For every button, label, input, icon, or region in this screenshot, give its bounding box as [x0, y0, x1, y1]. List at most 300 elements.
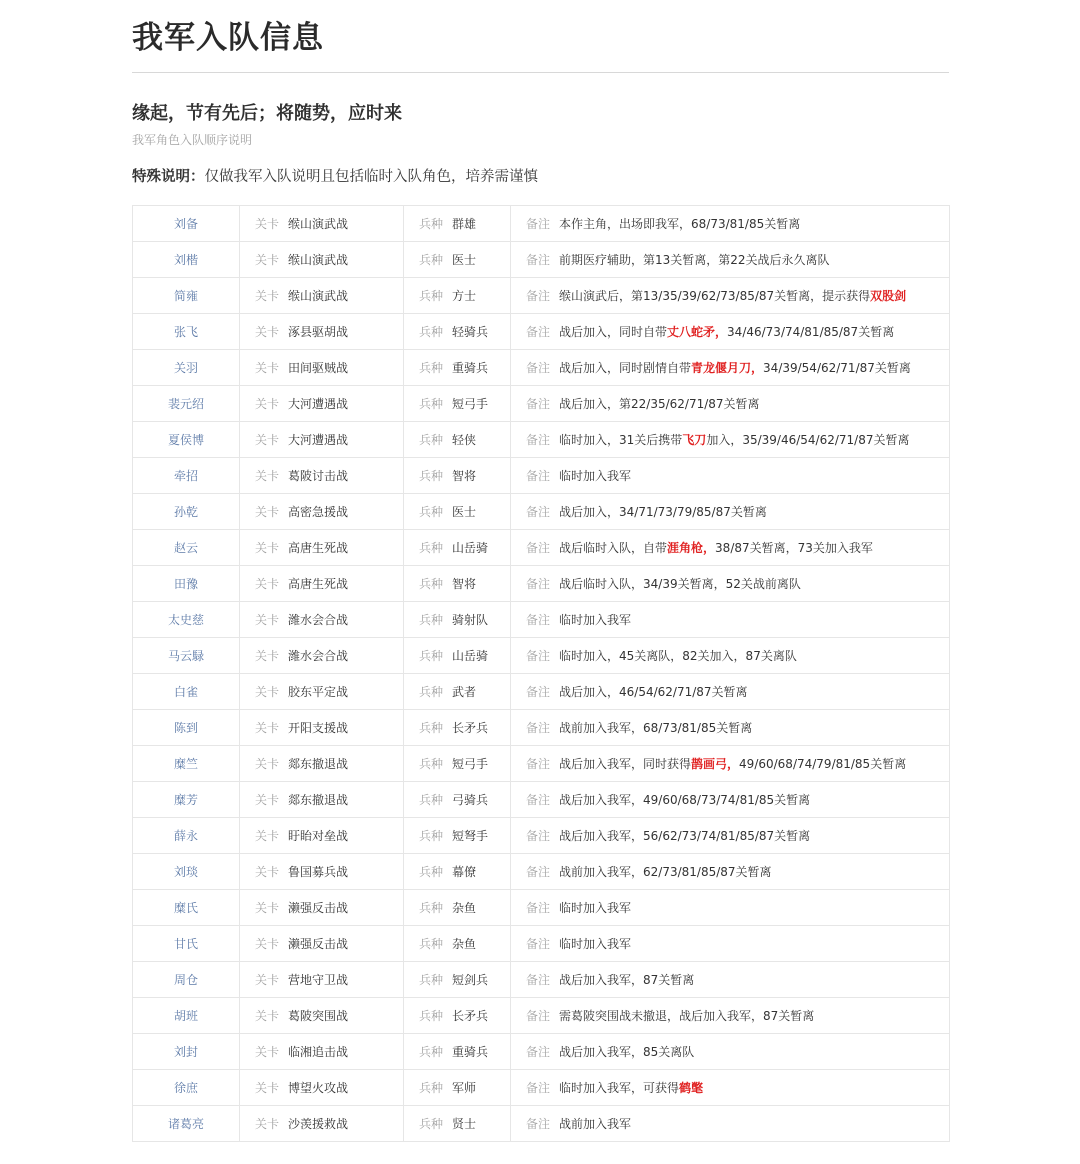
troop-cell	[404, 710, 511, 746]
troop-value: 武者	[452, 684, 477, 699]
stage-label: 关卡	[255, 936, 280, 951]
note-label: 备注	[526, 252, 551, 267]
note-label: 备注	[526, 468, 551, 483]
note-cell	[511, 782, 950, 818]
note-cell	[511, 926, 950, 962]
note-value	[559, 361, 911, 375]
stage-value: 高唐生死战	[288, 576, 349, 591]
roster-table-body	[133, 206, 950, 1142]
stage-value: 葛陂讨击战	[288, 468, 349, 483]
stage-cell	[240, 206, 404, 242]
note-label: 备注	[526, 1044, 551, 1059]
character-name: 诸葛亮	[133, 1106, 240, 1142]
troop-value: 骑射队	[452, 612, 489, 627]
stage-value: 濑强反击战	[288, 936, 349, 951]
troop-label: 兵种	[419, 792, 444, 807]
table-row	[133, 278, 950, 314]
note-cell	[511, 350, 950, 386]
stage-cell	[240, 998, 404, 1034]
note-value	[559, 577, 801, 591]
stage-label: 关卡	[255, 972, 280, 987]
troop-cell	[404, 1070, 511, 1106]
table-row	[133, 1034, 950, 1070]
note-cell	[511, 962, 950, 998]
stage-value: 开阳支援战	[288, 720, 349, 735]
note-text: 战后加入我军，同时获得	[559, 756, 692, 771]
character-name: 夏侯博	[133, 422, 240, 458]
note-label: 备注	[526, 1116, 551, 1131]
note-label: 备注	[526, 360, 551, 375]
stage-label: 关卡	[255, 324, 280, 339]
troop-value: 方士	[452, 288, 477, 303]
character-name: 薛永	[133, 818, 240, 854]
note-cell	[511, 674, 950, 710]
troop-cell	[404, 386, 511, 422]
stage-value: 胶东平定战	[288, 684, 349, 699]
stage-cell	[240, 1106, 404, 1142]
note-cell	[511, 386, 950, 422]
note-value	[559, 325, 894, 339]
troop-cell	[404, 998, 511, 1034]
troop-cell	[404, 458, 511, 494]
troop-value: 长矛兵	[452, 720, 489, 735]
table-row	[133, 566, 950, 602]
note-cell	[511, 854, 950, 890]
stage-label: 关卡	[255, 720, 280, 735]
note-label: 备注	[526, 828, 551, 843]
note-text: 缑山演武后，第13/35/39/62/73/85/87关暂离，提示获得	[559, 288, 871, 303]
troop-value: 幕僚	[452, 864, 477, 879]
stage-value: 涿县驱胡战	[288, 324, 349, 339]
note-cell	[511, 1070, 950, 1106]
stage-cell	[240, 890, 404, 926]
note-label: 备注	[526, 432, 551, 447]
note-cell	[511, 458, 950, 494]
stage-cell	[240, 386, 404, 422]
note-highlight: 鹊画弓，	[691, 756, 740, 771]
note-value	[559, 217, 800, 231]
note-text: 战前加入我军，62/73/81/85/87关暂离	[559, 864, 772, 879]
note-value	[559, 397, 760, 411]
note-text: 战前加入我军	[559, 1116, 632, 1131]
table-row	[133, 602, 950, 638]
troop-label: 兵种	[419, 864, 444, 879]
stage-value: 葛陂突围战	[288, 1008, 349, 1023]
note-label: 备注	[526, 936, 551, 951]
note-highlight: 鹤氅	[679, 1080, 704, 1095]
note-label: 备注	[526, 864, 551, 879]
stage-value: 缑山演武战	[288, 216, 349, 231]
stage-cell	[240, 854, 404, 890]
troop-cell	[404, 638, 511, 674]
troop-cell	[404, 566, 511, 602]
troop-value: 军师	[452, 1080, 477, 1095]
note-text: 战后加入，同时自带	[559, 324, 668, 339]
character-name: 糜氏	[133, 890, 240, 926]
note-text: 临时加入我军，可获得	[559, 1080, 680, 1095]
troop-value: 轻骑兵	[452, 324, 489, 339]
note-label: 备注	[526, 900, 551, 915]
stage-value: 缑山演武战	[288, 252, 349, 267]
stage-label: 关卡	[255, 1008, 280, 1023]
note-text: 前期医疗辅助，第13关暂离，第22关战后永久离队	[559, 252, 830, 267]
note-value	[559, 433, 909, 447]
troop-label: 兵种	[419, 684, 444, 699]
troop-value: 短剑兵	[452, 972, 489, 987]
character-name: 张飞	[133, 314, 240, 350]
note-text: 战后加入我军，87关暂离	[559, 972, 695, 987]
note-text: 战后加入我军，85关离队	[559, 1044, 695, 1059]
note-label: 备注	[526, 576, 551, 591]
note-value	[559, 685, 748, 699]
troop-value: 医士	[452, 504, 477, 519]
table-row	[133, 1070, 950, 1106]
troop-cell	[404, 854, 511, 890]
troop-cell	[404, 1106, 511, 1142]
character-name: 胡班	[133, 998, 240, 1034]
stage-cell	[240, 674, 404, 710]
stage-cell	[240, 278, 404, 314]
character-name: 牵招	[133, 458, 240, 494]
note-cell	[511, 494, 950, 530]
note-label: 备注	[526, 612, 551, 627]
troop-label: 兵种	[419, 540, 444, 555]
note-text: 临时加入我军	[559, 936, 632, 951]
note-cell	[511, 710, 950, 746]
troop-cell	[404, 890, 511, 926]
troop-label: 兵种	[419, 1044, 444, 1059]
note-text: 临时加入我军	[559, 468, 632, 483]
stage-value: 营地守卫战	[288, 972, 349, 987]
troop-label: 兵种	[419, 324, 444, 339]
table-row	[133, 998, 950, 1034]
troop-label: 兵种	[419, 1080, 444, 1095]
note-label: 备注	[526, 972, 551, 987]
page-title: 我军入队信息	[132, 20, 324, 56]
note-label: 备注	[526, 288, 551, 303]
table-row	[133, 854, 950, 890]
stage-cell	[240, 782, 404, 818]
note-cell	[511, 314, 950, 350]
stage-cell	[240, 422, 404, 458]
stage-label: 关卡	[255, 864, 280, 879]
stage-label: 关卡	[255, 216, 280, 231]
stage-label: 关卡	[255, 288, 280, 303]
note-label: 备注	[526, 540, 551, 555]
note-label: 备注	[526, 792, 551, 807]
note-label: 备注	[526, 324, 551, 339]
stage-value: 缑山演武战	[288, 288, 349, 303]
stage-cell	[240, 242, 404, 278]
roster-table	[132, 205, 950, 1142]
stage-cell	[240, 962, 404, 998]
table-row	[133, 1106, 950, 1142]
note-value	[559, 289, 906, 303]
table-row	[133, 350, 950, 386]
troop-cell	[404, 818, 511, 854]
character-name: 刘封	[133, 1034, 240, 1070]
character-name: 简雍	[133, 278, 240, 314]
troop-value: 弓骑兵	[452, 792, 489, 807]
note-label: 备注	[526, 216, 551, 231]
table-row	[133, 710, 950, 746]
note-value	[559, 901, 631, 915]
stage-value: 潍水会合战	[288, 648, 349, 663]
troop-label: 兵种	[419, 432, 444, 447]
troop-cell	[404, 422, 511, 458]
stage-value: 高密急援战	[288, 504, 349, 519]
stage-cell	[240, 566, 404, 602]
character-name: 孙乾	[133, 494, 240, 530]
note-text: 38/87关暂离，73关加入我军	[715, 540, 873, 555]
note-cell	[511, 818, 950, 854]
note-text: 战后加入，46/54/62/71/87关暂离	[559, 684, 748, 699]
stage-value: 郯东撤退战	[288, 756, 349, 771]
note-highlight: 涯角枪，	[667, 540, 716, 555]
note-value	[559, 1045, 694, 1059]
stage-label: 关卡	[255, 360, 280, 375]
troop-cell	[404, 494, 511, 530]
stage-cell	[240, 314, 404, 350]
special-note-label: 特殊说明：	[132, 169, 205, 185]
stage-cell	[240, 746, 404, 782]
note-label: 备注	[526, 756, 551, 771]
note-text: 临时加入我军	[559, 612, 632, 627]
table-row	[133, 638, 950, 674]
note-cell	[511, 746, 950, 782]
troop-cell	[404, 602, 511, 638]
character-name: 白雀	[133, 674, 240, 710]
troop-cell	[404, 242, 511, 278]
stage-cell	[240, 530, 404, 566]
note-text: 34/39/54/62/71/87关暂离	[763, 360, 911, 375]
troop-label: 兵种	[419, 252, 444, 267]
note-value	[559, 649, 797, 663]
note-highlight: 双股剑	[870, 288, 907, 303]
table-row	[133, 422, 950, 458]
note-label: 备注	[526, 1080, 551, 1095]
stage-value: 鲁国募兵战	[288, 864, 349, 879]
note-highlight: 飞刀	[682, 432, 707, 447]
stage-label: 关卡	[255, 576, 280, 591]
special-note-text: 仅做我军入队说明且包括临时入队角色，培养需谨慎	[204, 169, 538, 185]
note-cell	[511, 530, 950, 566]
note-label: 备注	[526, 684, 551, 699]
note-text: 战后加入我军，56/62/73/74/81/85/87关暂离	[559, 828, 811, 843]
character-name: 糜竺	[133, 746, 240, 782]
troop-label: 兵种	[419, 612, 444, 627]
troop-value: 山岳骑	[452, 540, 489, 555]
table-row	[133, 206, 950, 242]
troop-value: 杂鱼	[452, 900, 477, 915]
character-name: 陈到	[133, 710, 240, 746]
special-note	[132, 167, 538, 187]
character-name: 太史慈	[133, 602, 240, 638]
stage-label: 关卡	[255, 540, 280, 555]
note-cell	[511, 206, 950, 242]
stage-label: 关卡	[255, 432, 280, 447]
note-value	[559, 757, 906, 771]
troop-cell	[404, 782, 511, 818]
stage-cell	[240, 710, 404, 746]
note-value	[559, 829, 810, 843]
character-name: 糜芳	[133, 782, 240, 818]
table-row	[133, 494, 950, 530]
note-label: 备注	[526, 396, 551, 411]
troop-cell	[404, 1034, 511, 1070]
troop-cell	[404, 350, 511, 386]
troop-cell	[404, 206, 511, 242]
note-text: 临时加入，31关后携带	[559, 432, 683, 447]
character-name: 刘楷	[133, 242, 240, 278]
troop-label: 兵种	[419, 504, 444, 519]
note-value	[559, 1117, 631, 1131]
note-cell	[511, 1106, 950, 1142]
note-text: 临时加入，45关离队，82关加入，87关离队	[559, 648, 797, 663]
stage-cell	[240, 350, 404, 386]
note-text: 49/60/68/74/79/81/85关暂离	[739, 756, 907, 771]
table-row	[133, 926, 950, 962]
character-name: 刘琰	[133, 854, 240, 890]
stage-value: 临湘追击战	[288, 1044, 349, 1059]
note-cell	[511, 278, 950, 314]
character-name: 周仓	[133, 962, 240, 998]
stage-cell	[240, 638, 404, 674]
stage-value: 盱眙对垒战	[288, 828, 349, 843]
table-row	[133, 782, 950, 818]
note-value	[559, 253, 830, 267]
character-name: 裴元绍	[133, 386, 240, 422]
stage-value: 郯东撤退战	[288, 792, 349, 807]
troop-label: 兵种	[419, 828, 444, 843]
stage-label: 关卡	[255, 828, 280, 843]
stage-value: 高唐生死战	[288, 540, 349, 555]
note-text: 加入，35/39/46/54/62/71/87关暂离	[706, 432, 910, 447]
note-value	[559, 613, 631, 627]
troop-cell	[404, 314, 511, 350]
troop-label: 兵种	[419, 936, 444, 951]
note-text: 34/46/73/74/81/85/87关暂离	[727, 324, 895, 339]
stage-value: 沙羡援救战	[288, 1116, 349, 1131]
troop-value: 短弓手	[452, 756, 489, 771]
troop-value: 长矛兵	[452, 1008, 489, 1023]
stage-cell	[240, 1034, 404, 1070]
table-row	[133, 458, 950, 494]
troop-label: 兵种	[419, 1008, 444, 1023]
character-name: 刘备	[133, 206, 240, 242]
troop-cell	[404, 674, 511, 710]
note-label: 备注	[526, 720, 551, 735]
note-text: 战后临时入队，自带	[559, 540, 668, 555]
note-text: 战后加入，34/71/73/79/85/87关暂离	[559, 504, 767, 519]
character-name: 关羽	[133, 350, 240, 386]
troop-cell	[404, 926, 511, 962]
note-value	[559, 793, 810, 807]
troop-label: 兵种	[419, 216, 444, 231]
troop-cell	[404, 746, 511, 782]
note-text: 战前加入我军，68/73/81/85关暂离	[559, 720, 753, 735]
stage-label: 关卡	[255, 468, 280, 483]
stage-label: 关卡	[255, 648, 280, 663]
troop-value: 短弩手	[452, 828, 489, 843]
troop-value: 短弓手	[452, 396, 489, 411]
note-text: 临时加入我军	[559, 900, 632, 915]
table-row	[133, 386, 950, 422]
note-cell	[511, 242, 950, 278]
troop-value: 山岳骑	[452, 648, 489, 663]
table-row	[133, 242, 950, 278]
note-cell	[511, 638, 950, 674]
troop-label: 兵种	[419, 396, 444, 411]
stage-cell	[240, 818, 404, 854]
note-cell	[511, 998, 950, 1034]
table-row	[133, 890, 950, 926]
note-cell	[511, 566, 950, 602]
note-value	[559, 721, 752, 735]
stage-label: 关卡	[255, 396, 280, 411]
note-value	[559, 1081, 703, 1095]
troop-label: 兵种	[419, 756, 444, 771]
stage-value: 潍水会合战	[288, 612, 349, 627]
stage-value: 博望火攻战	[288, 1080, 349, 1095]
table-row	[133, 962, 950, 998]
troop-label: 兵种	[419, 360, 444, 375]
troop-cell	[404, 530, 511, 566]
note-value	[559, 1009, 814, 1023]
troop-value: 重骑兵	[452, 360, 489, 375]
note-label: 备注	[526, 648, 551, 663]
note-text: 战后临时入队，34/39关暂离，52关战前离队	[559, 576, 801, 591]
stage-value: 大河遭遇战	[288, 432, 349, 447]
section-heading: 缘起，节有先后；将随势，应时来	[132, 103, 402, 124]
stage-label: 关卡	[255, 1044, 280, 1059]
stage-label: 关卡	[255, 756, 280, 771]
character-name: 田豫	[133, 566, 240, 602]
table-row	[133, 530, 950, 566]
note-text: 需葛陂突围战未撤退，战后加入我军，87关暂离	[559, 1008, 815, 1023]
stage-label: 关卡	[255, 792, 280, 807]
troop-label: 兵种	[419, 576, 444, 591]
troop-label: 兵种	[419, 900, 444, 915]
stage-label: 关卡	[255, 1116, 280, 1131]
stage-label: 关卡	[255, 1080, 280, 1095]
note-cell	[511, 890, 950, 926]
note-value	[559, 865, 772, 879]
section-subtitle: 我军角色入队顺序说明	[132, 133, 253, 147]
note-value	[559, 973, 694, 987]
note-text: 本作主角，出场即我军，68/73/81/85关暂离	[559, 216, 801, 231]
table-row	[133, 314, 950, 350]
character-name: 徐庶	[133, 1070, 240, 1106]
note-label: 备注	[526, 504, 551, 519]
stage-cell	[240, 494, 404, 530]
stage-label: 关卡	[255, 252, 280, 267]
note-highlight: 青龙偃月刀，	[691, 360, 764, 375]
stage-value: 濑强反击战	[288, 900, 349, 915]
note-label: 备注	[526, 1008, 551, 1023]
stage-value: 大河遭遇战	[288, 396, 349, 411]
stage-value: 田间驱贼战	[288, 360, 349, 375]
stage-label: 关卡	[255, 504, 280, 519]
note-value	[559, 937, 631, 951]
stage-cell	[240, 458, 404, 494]
troop-label: 兵种	[419, 288, 444, 303]
note-value	[559, 505, 767, 519]
troop-label: 兵种	[419, 720, 444, 735]
troop-value: 群雄	[452, 216, 477, 231]
note-text: 战后加入，同时剧情自带	[559, 360, 692, 375]
note-value	[559, 469, 631, 483]
